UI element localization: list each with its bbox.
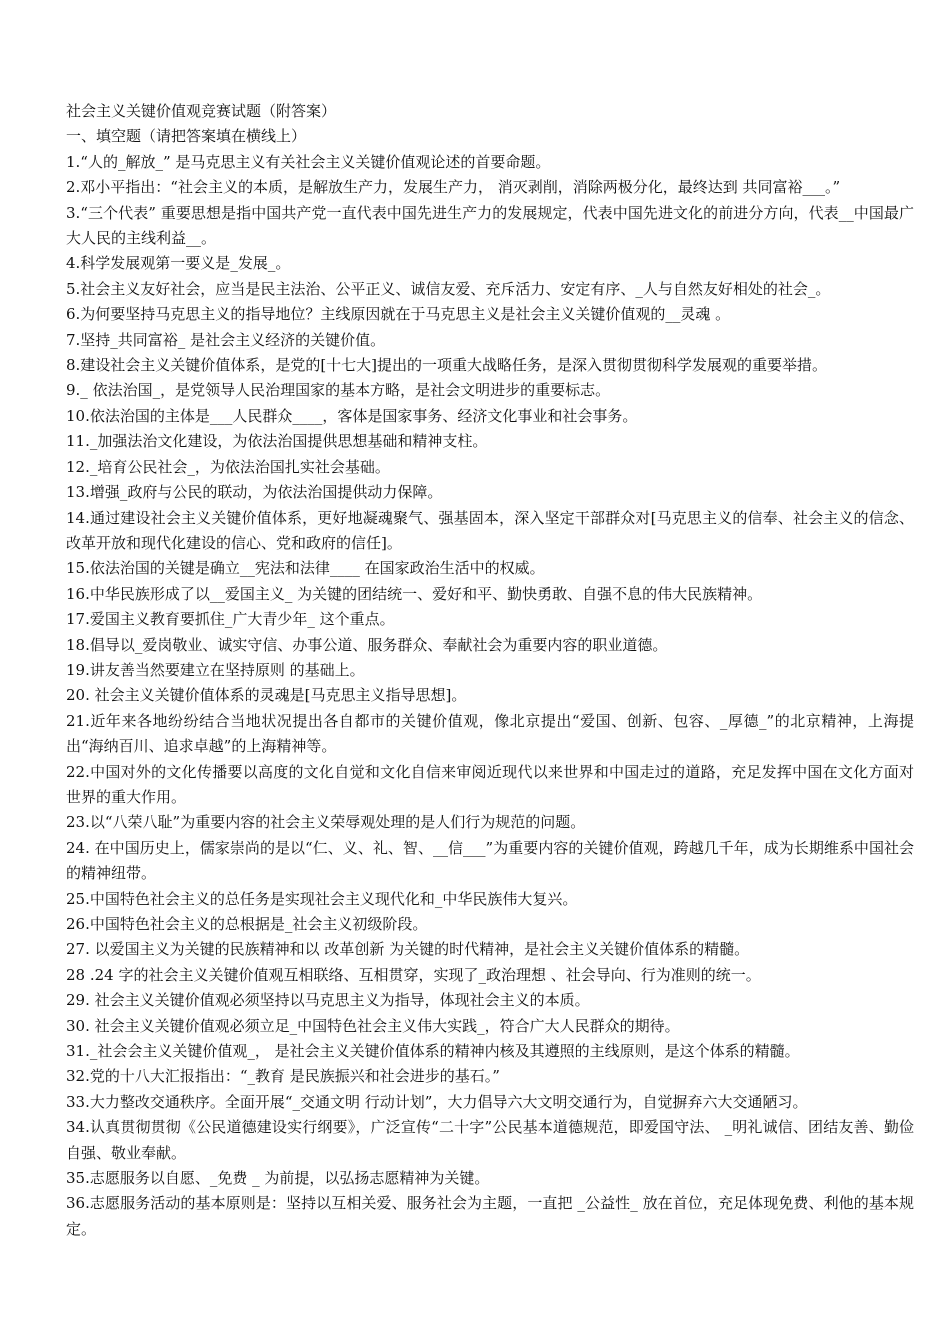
question-item: 24. 在中国历史上，儒家崇尚的是以“仁、义、礼、智、__信___”为重要内容的关键价值观，跨越几千年，成为长期维系中国社会的精神纽带。 [66, 838, 914, 883]
question-item: 22.中国对外的文化传播要以高度的文化自觉和文化自信来审阅近现代以来世界和中国走过的道路，充足发挥中国在文化方面对世界的重大作用。 [66, 762, 914, 806]
question-item: 33.大力整改交通秩序。全面开展“_交通文明 行动计划”，大力倡导六大文明交通行为，自觉摒弃六大交通陋习。 [66, 1092, 808, 1111]
question-item: 21.近年来各地纷纷结合当地状况提出各自都市的关键价值观，像北京提出“爱国、创新、包容、_厚德_”的北京精神，上海提出“海纳百川、追求卓越”的上海精神等。 [66, 711, 914, 756]
section-heading: 一、填空题（请把答案填在横线上） [66, 127, 307, 146]
document-page [66, 99, 914, 1242]
question-item: 4.科学发展观第一要义是_发展_。 [66, 254, 291, 273]
question-item: 6.为何要坚持马克思主义的指导地位？主线原因就在于马克思主义是社会主义关键价值观的__灵魂 。 [66, 305, 731, 324]
question-item: 19.讲友善当然要建立在坚持原则 的基础上。 [66, 660, 365, 679]
question-item: 2.邓小平指出：“社会主义的本质，是解放生产力，发展生产力， 消灭剥削，消除两极分化，最终达到 共同富裕___。” [66, 178, 841, 197]
question-item: 10.依法治国的主体是___人民群众____，客体是国家事务、经济文化事业和社会事务。 [66, 406, 638, 425]
question-item: 16.中华民族形成了以__爱国主义_ 为关键的团结统一、爱好和平、勤快勇敢、自强不息的伟大民族精神。 [66, 584, 763, 603]
question-item: 1.“人的_解放_” 是马克思主义有关社会主义关键价值观论述的首要命题。 [66, 152, 551, 171]
question-item: 14.通过建设社会主义关键价值体系，更好地凝魂聚气、强基固本，深入坚定干部群众对[马克思主义的信奉、社会主义的信念、改革开放和现代化建设的信心、党和政府的信任]。 [66, 508, 914, 552]
question-item: 17.爱国主义教育要抓住_广大青少年_ 这个重点。 [66, 610, 395, 629]
question-item: 32.党的十八大汇报指出：“_教育 是民族振兴和社会进步的基石。” [66, 1067, 500, 1086]
question-item: 23.以“八荣八耻”为重要内容的社会主义荣辱观处理的是人们行为规范的问题。 [66, 813, 586, 832]
question-list [66, 150, 914, 1242]
question-item: 15.依法治国的关键是确立__宪法和法律____ 在国家政治生活中的权威。 [66, 559, 545, 578]
question-item: 26.中国特色社会主义的总根据是_社会主义初级阶段。 [66, 915, 428, 933]
question-item: 13.增强_政府与公民的联动，为依法治国提供动力保障。 [66, 483, 443, 502]
question-item: 9._ 依法治国_，是党领导人民治理国家的基本方略，是社会文明进步的重要标志。 [66, 381, 611, 400]
question-item: 29. 社会主义关键价值观必须坚持以马克思主义为指导，体现社会主义的本质。 [66, 991, 590, 1010]
question-item: 36.志愿服务活动的基本原则是：坚持以互相关爱、服务社会为主题，一直把 _公益性_ 放在首位，充足体现免费、利他的基本规定。 [66, 1194, 914, 1238]
question-item: 30. 社会主义关键价值观必须立足_中国特色社会主义伟大实践_，符合广大人民群众的期待。 [66, 1016, 680, 1035]
question-item: 12._培育公民社会_，为依法治国扎实社会基础。 [66, 457, 390, 476]
question-item: 31._社会会主义关键价值观_， 是社会主义关键价值体系的精神内核及其遵照的主线原则，是这个体系的精髓。 [66, 1042, 800, 1061]
question-item: 18.倡导以_爱岗敬业、诚实守信、办事公道、服务群众、奉献社会为重要内容的职业道德。 [66, 635, 668, 654]
question-item: 25.中国特色社会主义的总任务是实现社会主义现代化和_中华民族伟大复兴。 [66, 889, 578, 908]
question-item: 20. 社会主义关键价值体系的灵魂是[马克思主义指导思想]。 [66, 686, 467, 705]
question-item: 27. 以爱国主义为关键的民族精神和以 改革创新 为关键的时代精神，是社会主义关键价值体系的精髓。 [66, 940, 750, 959]
question-item: 28 .24 字的社会主义关键价值观互相联络、互相贯穿，实现了_政治理想 、社会导向、行为准则的统一。 [66, 965, 761, 984]
question-item: 34.认真贯彻贯彻《公民道德建设实行纲要》，广泛宣传“二十字”公民基本道德规范，即爱国守法、 _明礼诚信、团结友善、勤俭自强、敬业奉献。 [66, 1118, 914, 1162]
question-item: 35.志愿服务以自愿、_免费 _ 为前提，以弘扬志愿精神为关键。 [66, 1169, 490, 1188]
question-item: 5.社会主义友好社会，应当是民主法治、公平正义、诚信友爱、充斥活力、安定有序、_人与自然友好相处的社会_。 [66, 279, 831, 298]
document-title: 社会主义关键价值观竞赛试题（附答案） [66, 102, 337, 120]
question-item: 7.坚持_共同富裕_ 是社会主义经济的关键价值。 [66, 330, 386, 349]
question-item: 3.“三个代表” 重要思想是指中国共产党一直代表中国先进生产力的发展规定，代表中国先进文化的前进分方向，代表__中国最广大人民的主线利益__。 [66, 203, 914, 248]
question-item: 8.建设社会主义关键价值体系，是党的[十七大]提出的一项重大战略任务，是深入贯彻贯彻科学发展观的重要举措。 [66, 356, 828, 375]
question-item: 11._加强法治文化建设，为依法治国提供思想基础和精神支柱。 [66, 432, 488, 451]
